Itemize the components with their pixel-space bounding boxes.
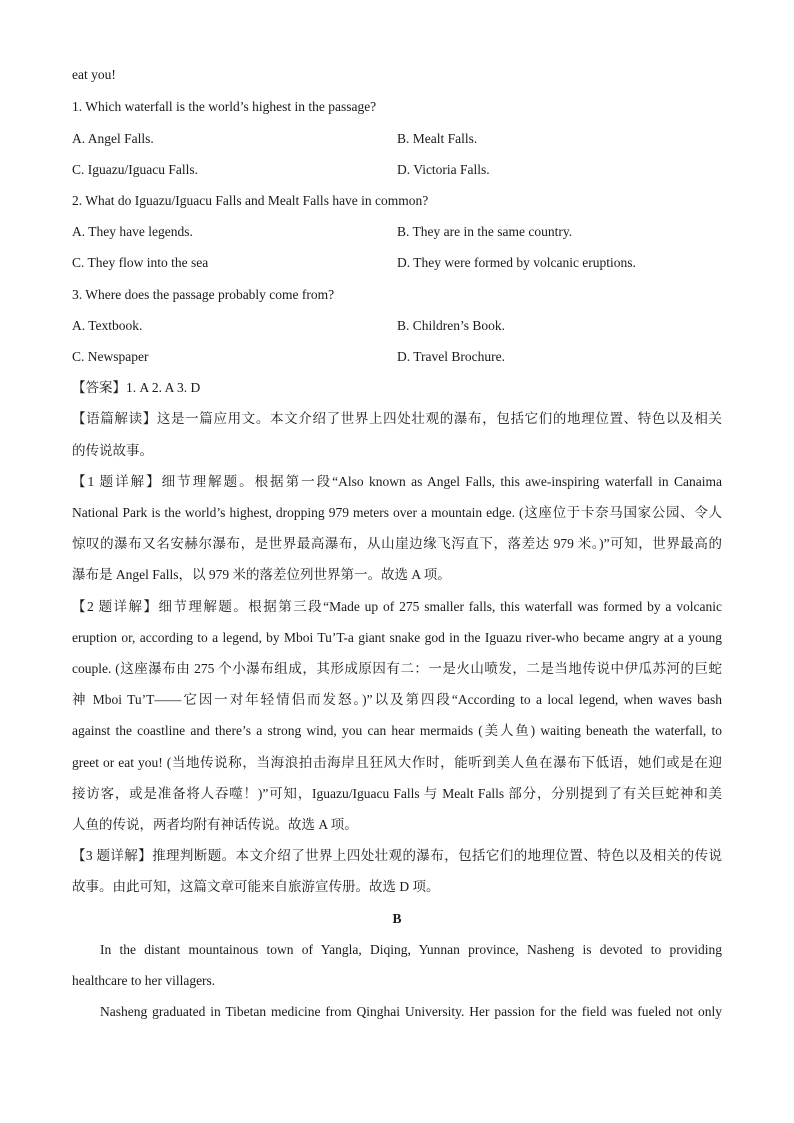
- passage-tail: eat you!: [72, 67, 116, 82]
- option-2b: B. They are in the same country.: [397, 224, 573, 239]
- detail-1-line: 瀑布是 Angel Falls，以 979 米的落差位列世界第一。故选 A 项。: [72, 567, 451, 582]
- analysis-line: 的传说故事。: [72, 443, 153, 458]
- question-3: 3. Where does the passage probably come from?: [72, 287, 335, 302]
- analysis-line: 【语篇解读】这是一篇应用文。本文介绍了世界上四处壮观的瀑布，包括它们的地理位置、特色以及相关: [72, 411, 722, 426]
- passage-b-line: In the distant mountainous town of Yangla, Diqing, Yunnan province, Nasheng is devoted to providing: [100, 942, 722, 957]
- option-3c: C. Newspaper: [72, 349, 149, 364]
- detail-2-line: couple. (这座瀑布由 275 个小瀑布组成，其形成原因有二：一是火山喷发，二是当地传说中伊瓜苏河的巨蛇: [72, 661, 722, 676]
- option-3d: D. Travel Brochure.: [397, 349, 505, 364]
- detail-1-line: National Park is the world’s highest, dropping 979 meters over a mountain edge. (这座位于卡奈马国家公园、令人: [72, 505, 722, 520]
- option-3a: A. Textbook.: [72, 318, 143, 333]
- detail-2-line: eruption or, according to a legend, by Mboi Tu’T-a giant snake god in the Iguazu river-who became angry at a young: [72, 630, 722, 645]
- detail-2-line: against the coastline and there’s a strong wind, you can hear mermaids (美人鱼) waiting beneath the waterfall, to: [72, 723, 722, 738]
- option-2c: C. They flow into the sea: [72, 255, 209, 270]
- passage-b-line: healthcare to her villagers.: [72, 973, 216, 988]
- detail-3-line: 【3 题详解】推理判断题。本文介绍了世界上四处壮观的瀑布，包括它们的地理位置、特色以及相关的传说: [72, 848, 722, 863]
- detail-2-line: greet or eat you! (当地传说称，当海浪拍击海岸且狂风大作时，能听到美人鱼在瀑布下低语，她们或是在迎: [72, 755, 722, 770]
- detail-1-line: 【1 题详解】细节理解题。根据第一段“Also known as Angel Falls, this awe-inspiring waterfall in Canaima: [72, 474, 722, 489]
- detail-2-line: 接访客，或是准备将人吞噬！)”可知，Iguazu/Iguacu Falls 与 Mealt Falls 部分，分别提到了有关巨蛇神和美: [72, 786, 722, 801]
- option-3b: B. Children’s Book.: [397, 318, 506, 333]
- option-2d: D. They were formed by volcanic eruptions.: [397, 255, 636, 270]
- detail-2-line: 【2 题详解】细节理解题。根据第三段“Made up of 275 smaller falls, this waterfall was formed by a volcanic: [72, 599, 722, 614]
- detail-2-line: 人鱼的传说，两者均附有神话传说。故选 A 项。: [72, 817, 358, 832]
- option-1b: B. Mealt Falls.: [397, 131, 478, 146]
- passage-b-line: Nasheng graduated in Tibetan medicine from Qinghai University. Her passion for the field was fueled not only: [100, 1004, 722, 1019]
- detail-2-line: 神 Mboi Tu’T——它因一对年轻情侣而发怒。)”以及第四段“According to a local legend, when waves bash: [72, 692, 722, 707]
- option-1c: C. Iguazu/Iguacu Falls.: [72, 162, 198, 177]
- question-1: 1. Which waterfall is the world’s highest in the passage?: [72, 99, 377, 114]
- question-2: 2. What do Iguazu/Iguacu Falls and Mealt Falls have in common?: [72, 193, 429, 208]
- option-1d: D. Victoria Falls.: [397, 162, 490, 177]
- answer-key: 【答案】1. A 2. A 3. D: [72, 380, 201, 395]
- detail-3-line: 故事。由此可知，这篇文章可能来自旅游宣传册。故选 D 项。: [72, 879, 440, 894]
- option-1a: A. Angel Falls.: [72, 131, 154, 146]
- section-heading: B: [392, 911, 402, 926]
- option-2a: A. They have legends.: [72, 224, 193, 239]
- detail-1-line: 惊叹的瀑布又名安赫尔瀑布，是世界最高瀑布，从山崖边缘飞泻直下，落差达 979 米。)”可知，世界最高的: [72, 536, 722, 551]
